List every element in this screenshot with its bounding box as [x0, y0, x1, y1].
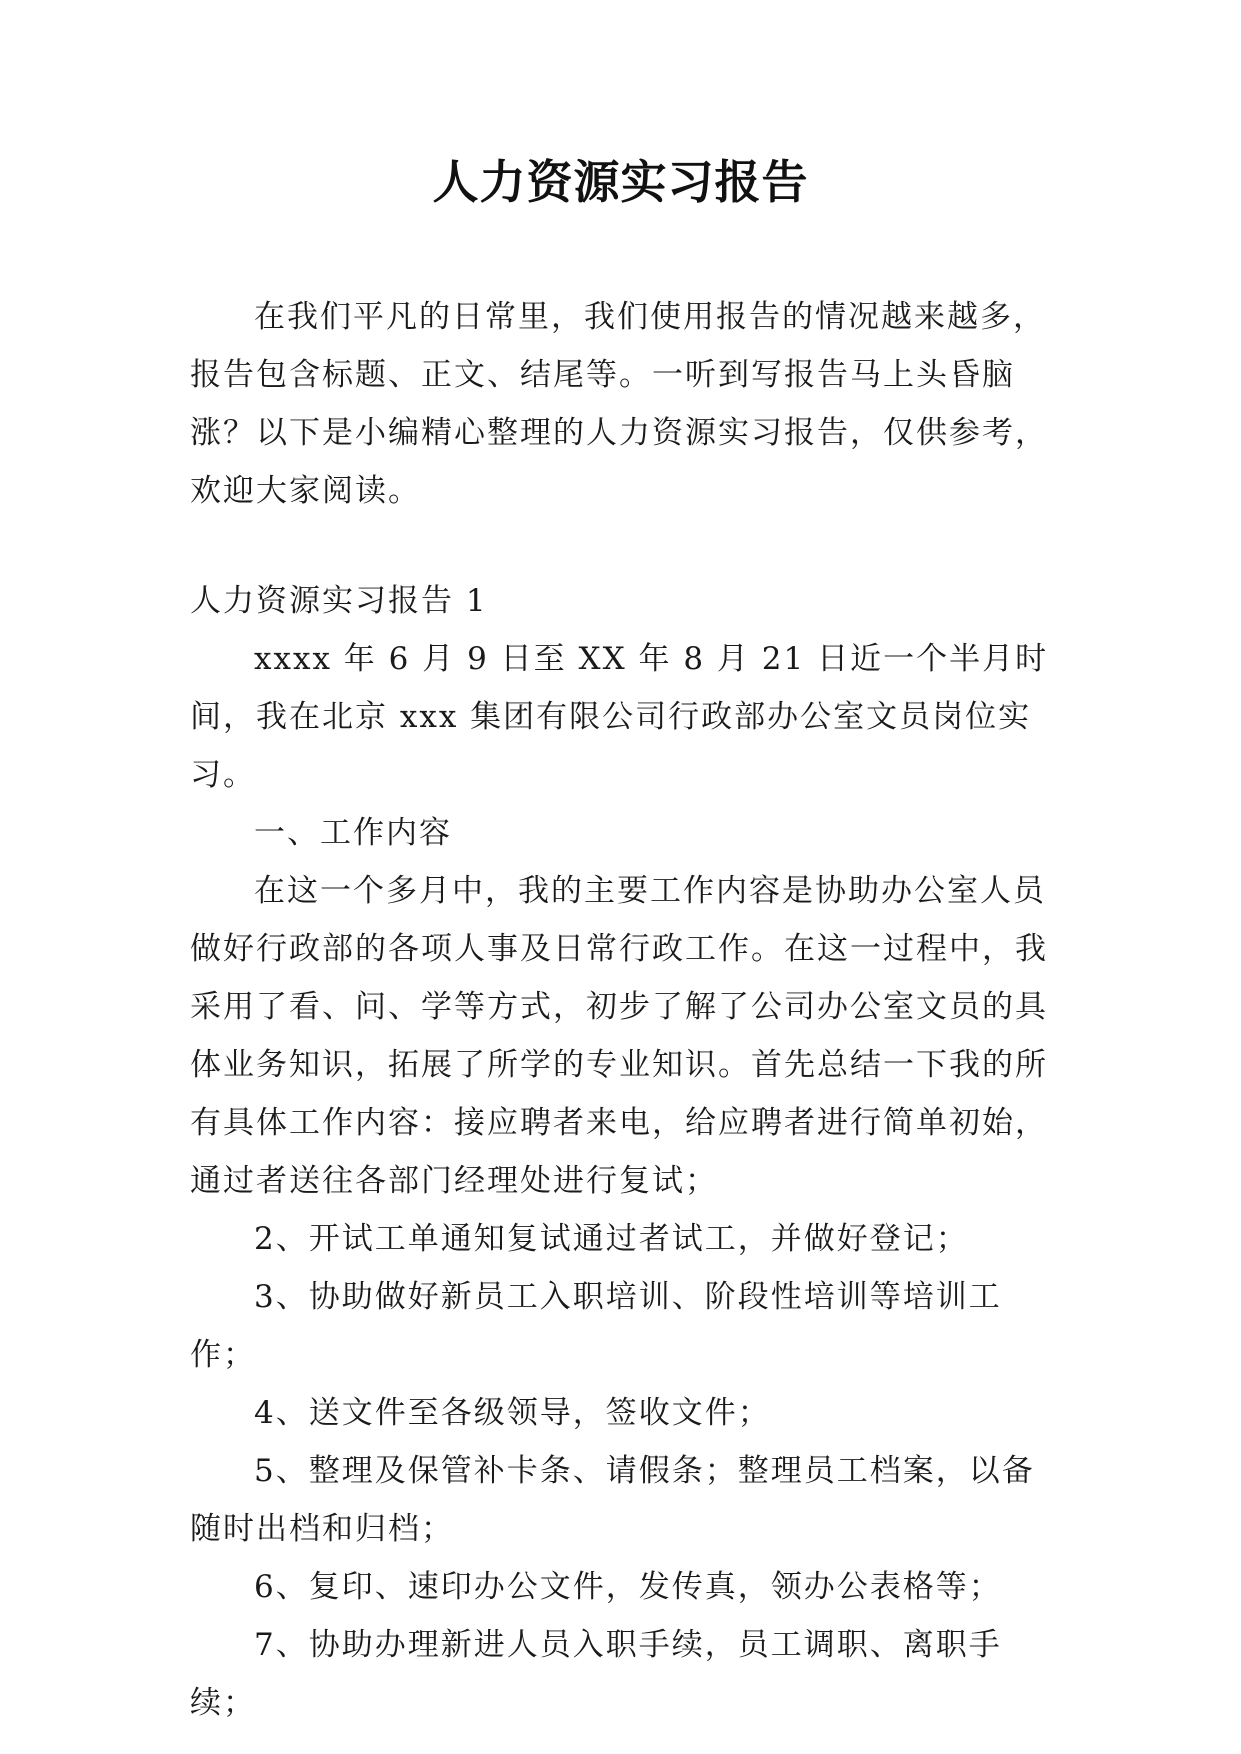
list-item-3: 3、协助做好新员工入职培训、阶段性培训等培训工作； — [190, 1279, 1002, 1373]
intro-paragraph: 在我们平凡的日常里，我们使用报告的情况越来越多，报告包含标题、正文、结尾等。一听到写报告马上头昏脑涨？以下是小编精心整理的人力资源实习报告，仅供参考，欢迎大家阅读。 — [190, 299, 1048, 509]
list-item-4: 4、送文件至各级领导，签收文件； — [254, 1395, 771, 1431]
document-title: 人力资源实习报告 — [432, 155, 809, 209]
list-item-2: 2、开试工单通知复试通过者试工，并做好登记； — [254, 1221, 969, 1257]
list-item-6: 6、复印、速印办公文件，发传真，领办公表格等； — [254, 1569, 1002, 1605]
paragraph-spacer — [190, 520, 1052, 572]
document-body — [190, 288, 1052, 1732]
paragraph-internship-period: xxxx 年 6 月 9 日至 XX 年 8 月 21 日近一个半月时间，我在北京 xxx 集团有限公司行政部办公室文员岗位实习。 — [190, 641, 1049, 793]
list-item-7: 7、协助办理新进人员入职手续，员工调职、离职手续； — [190, 1627, 1002, 1721]
paragraph-work-summary: 在这一个多月中，我的主要工作内容是协助办公室人员做好行政部的各项人事及日常行政工作。在这一过程中，我采用了看、问、学等方式，初步了解了公司办公室文员的具体业务知识，拓展了所学的专业知识。首先总结一下我的所有具体工作内容：接应聘者来电，给应聘者进行简单初始，通过者送往各部门经理处进行复试； — [190, 873, 1048, 1199]
section-heading: 人力资源实习报告 1 — [190, 583, 488, 619]
list-item-5: 5、整理及保管补卡条、请假条；整理员工档案，以备随时出档和归档； — [190, 1453, 1035, 1547]
subheading-work-content: 一、工作内容 — [254, 815, 452, 851]
